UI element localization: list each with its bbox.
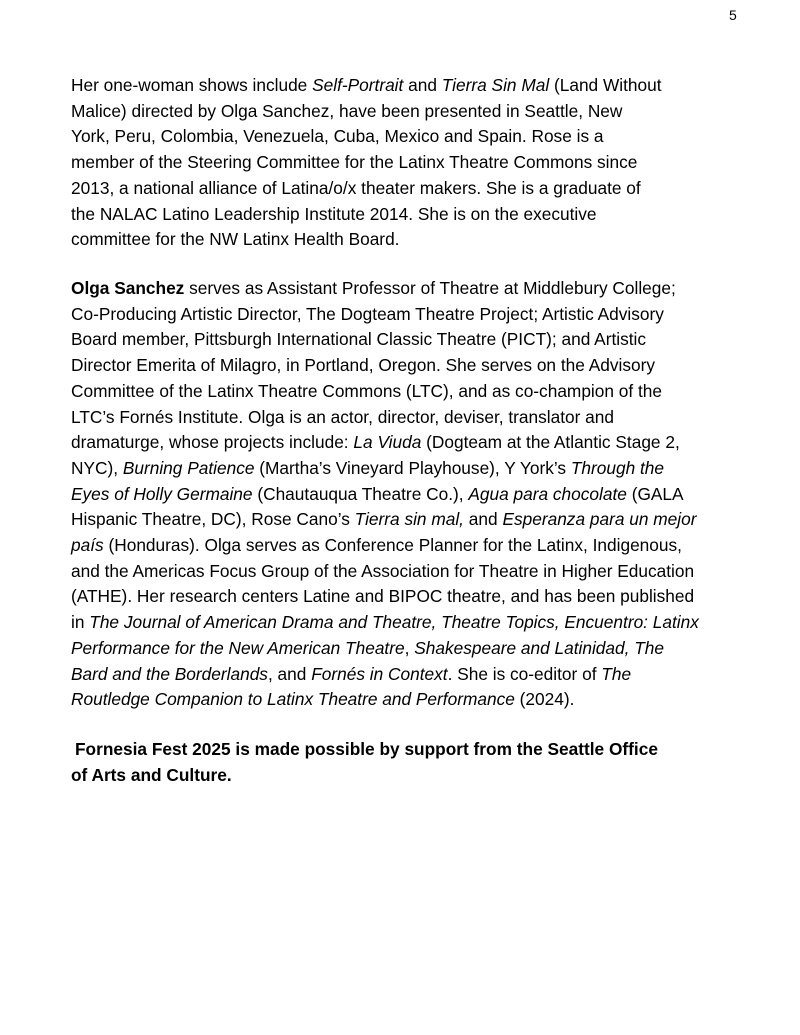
text-line: [71, 73, 751, 99]
text-line: [71, 379, 751, 405]
text-line: [71, 150, 751, 176]
text-line: [71, 202, 751, 228]
text-run: the NALAC Latino Leadership Institute 2014. She is on the executive: [71, 203, 597, 224]
text-line: [71, 327, 751, 353]
text-line: [71, 610, 751, 636]
bio-paragraph-olga-sanchez: [71, 276, 751, 713]
text-line: [71, 507, 751, 533]
italic-title-text: Through the: [570, 457, 665, 478]
text-line: [71, 584, 751, 610]
text-line: [71, 405, 751, 431]
text-line: [71, 687, 751, 713]
text-run: and: [403, 75, 442, 95]
text-run: Board member, Pittsburgh International Classic Theatre (PICT); and Artistic: [71, 329, 647, 350]
text-run: Co-Producing Artistic Director, The Dogteam Theatre Project; Artistic Advisory: [71, 303, 664, 324]
page-number: 5: [729, 7, 737, 23]
italic-title-text: Burning Patience: [122, 457, 255, 478]
text-line: [71, 559, 751, 585]
text-run: , and: [267, 663, 312, 684]
support-acknowledgement: [71, 737, 751, 788]
text-run: serves as Assistant Professor of Theatre at Middlebury College;: [184, 278, 676, 298]
text-line: [71, 99, 751, 125]
text-run: ,: [404, 637, 415, 658]
text-run: dramaturge, whose projects include:: [71, 432, 354, 453]
text-run: . She is co-editor of: [447, 663, 602, 684]
text-run: (Dogteam at the Atlantic Stage 2,: [421, 432, 680, 453]
text-run: Her one-woman shows include: [71, 75, 313, 95]
text-run: 2013, a national alliance of Latina/o/x theater makers. She is a graduate of: [71, 177, 641, 198]
italic-title-text: Tierra sin mal,: [354, 509, 464, 530]
text-run: in: [71, 612, 90, 633]
text-line: [71, 533, 751, 559]
text-run: Committee of the Latinx Theatre Commons (LTC), and as co-champion of the: [71, 380, 663, 401]
italic-title-text: Shakespeare and Latinidad, The: [414, 637, 665, 658]
italic-title-text: Bard and the Borderlands: [71, 663, 268, 684]
text-line: [71, 353, 751, 379]
text-line: [71, 636, 751, 662]
text-run: Malice) directed by Olga Sanchez, have been presented in Seattle, New: [71, 100, 623, 121]
italic-title-text: La Viuda: [353, 432, 422, 453]
text-run: (2024).: [514, 689, 575, 710]
text-run: NYC),: [71, 457, 123, 478]
italic-title-text: The: [601, 663, 632, 684]
italic-title-text: Agua para chocolate: [468, 483, 627, 504]
italic-title-text: Routledge Companion to Latinx Theatre and Performance: [71, 689, 515, 710]
text-line: [71, 430, 751, 456]
text-run: committee for the NW Latinx Health Board.: [71, 229, 400, 250]
text-run: (Land Without: [549, 75, 662, 95]
italic-title-text: Performance for the New American Theatre: [71, 637, 405, 658]
text-line: [71, 227, 751, 253]
text-line: [71, 124, 751, 150]
text-run: Director Emerita of Milagro, in Portland, Oregon. She serves on the Advisory: [71, 355, 655, 376]
text-line: [71, 737, 751, 763]
text-run: (Martha’s Vineyard Playhouse), Y York’s: [254, 457, 571, 478]
italic-title-text: Eyes of Holly Germaine: [71, 483, 253, 504]
italic-title-text: Self-Portrait: [312, 75, 404, 95]
text-run: member of the Steering Committee for the Latinx Theatre Commons since: [71, 152, 638, 173]
italic-title-text: país: [71, 535, 104, 556]
text-run: (ATHE). Her research centers Latine and BIPOC theatre, and has been published: [71, 586, 695, 607]
bold-name-text: Olga Sanchez: [71, 278, 185, 298]
text-run: (Chautauqua Theatre Co.),: [252, 483, 469, 504]
italic-title-text: Esperanza para un mejor: [502, 509, 697, 530]
text-run: LTC’s Fornés Institute. Olga is an actor, director, deviser, translator and: [71, 406, 615, 427]
text-run: (GALA: [626, 483, 684, 504]
text-line: [71, 482, 751, 508]
text-run: and: [464, 509, 503, 530]
text-run: Hispanic Theatre, DC), Rose Cano’s: [71, 509, 355, 530]
text-run: of Arts and Culture.: [71, 764, 232, 785]
text-run: and the Americas Focus Group of the Association for Theatre in Higher Education: [71, 560, 695, 581]
italic-title-text: Fornés in Context: [311, 663, 448, 684]
text-line: [71, 176, 751, 202]
text-line: [71, 456, 751, 482]
text-line: [71, 662, 751, 688]
italic-title-text: The Journal of American Drama and Theatre, Theatre Topics, Encuentro: Latinx: [89, 612, 699, 633]
text-line: [71, 276, 751, 302]
text-line: [71, 763, 751, 789]
bio-paragraph-rose-cano: [71, 73, 751, 253]
text-line: [71, 302, 751, 328]
text-run: Fornesia Fest 2025 is made possible by support from the Seattle Office: [75, 739, 658, 759]
italic-title-text: Tierra Sin Mal: [441, 75, 550, 95]
text-run: York, Peru, Colombia, Venezuela, Cuba, Mexico and Spain. Rose is a: [71, 126, 604, 147]
text-run: (Honduras). Olga serves as Conference Planner for the Latinx, Indigenous,: [103, 535, 682, 556]
